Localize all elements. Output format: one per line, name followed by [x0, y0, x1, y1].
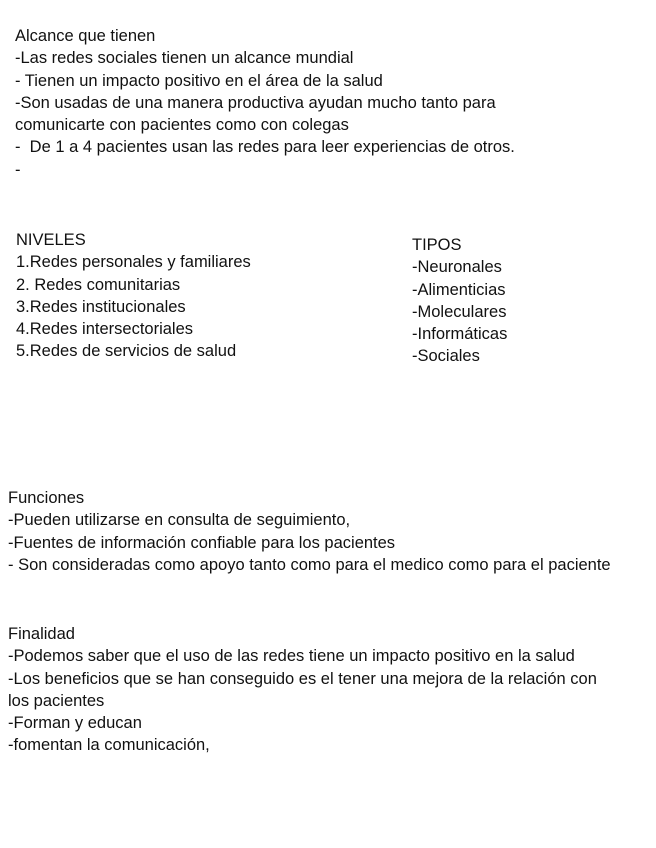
alcance-item: -Son usadas de una manera productiva ayudan mucho tanto para comunicarte con pacientes como con colegas	[15, 93, 496, 135]
niveles-item: 4.Redes intersectoriales	[16, 320, 194, 339]
finalidad-section	[8, 623, 652, 757]
finalidad-item: -fomentan la comunicación,	[8, 736, 210, 755]
funciones-title: Funciones	[8, 489, 85, 507]
finalidad-item: -Los beneficios que se han conseguido es el tener una mejora de la relación con los pacientes	[8, 669, 597, 710]
tipos-item: -Moleculares	[412, 302, 507, 321]
tipos-item: -Sociales	[412, 347, 480, 366]
alcance-item: - De 1 a 4 pacientes usan las redes para leer experiencias de otros.	[15, 138, 515, 157]
funciones-section	[8, 487, 652, 576]
tipos-title: TIPOS	[412, 236, 462, 254]
funciones-item: -Pueden utilizarse en consulta de seguimiento,	[8, 511, 351, 530]
funciones-item: - Son consideradas como apoyo tanto como para el medico como para el paciente	[8, 555, 611, 574]
niveles-item: 2. Redes comunitarias	[16, 275, 181, 294]
funciones-item: -Fuentes de información confiable para los pacientes	[8, 533, 396, 552]
finalidad-item: -Podemos saber que el uso de las redes tiene un impacto positivo en la salud	[8, 647, 575, 666]
niveles-section	[16, 229, 346, 363]
niveles-title: NIVELES	[16, 231, 86, 249]
niveles-item: 5.Redes de servicios de salud	[16, 342, 237, 361]
tipos-item: -Informáticas	[412, 325, 508, 344]
alcance-item: - Tienen un impacto positivo en el área de la salud	[15, 71, 383, 90]
finalidad-item: -Forman y educan	[8, 714, 142, 733]
niveles-item: 3.Redes institucionales	[16, 297, 186, 316]
finalidad-title: Finalidad	[8, 625, 75, 643]
tipos-section	[412, 234, 612, 368]
alcance-item: -	[15, 160, 21, 179]
tipos-item: -Neuronales	[412, 258, 502, 277]
alcance-section	[15, 25, 645, 181]
niveles-item: 1.Redes personales y familiares	[16, 253, 251, 272]
alcance-title: Alcance que tienen	[15, 27, 156, 45]
alcance-item: -Las redes sociales tienen un alcance mundial	[15, 49, 354, 68]
tipos-item: -Alimenticias	[412, 280, 506, 299]
